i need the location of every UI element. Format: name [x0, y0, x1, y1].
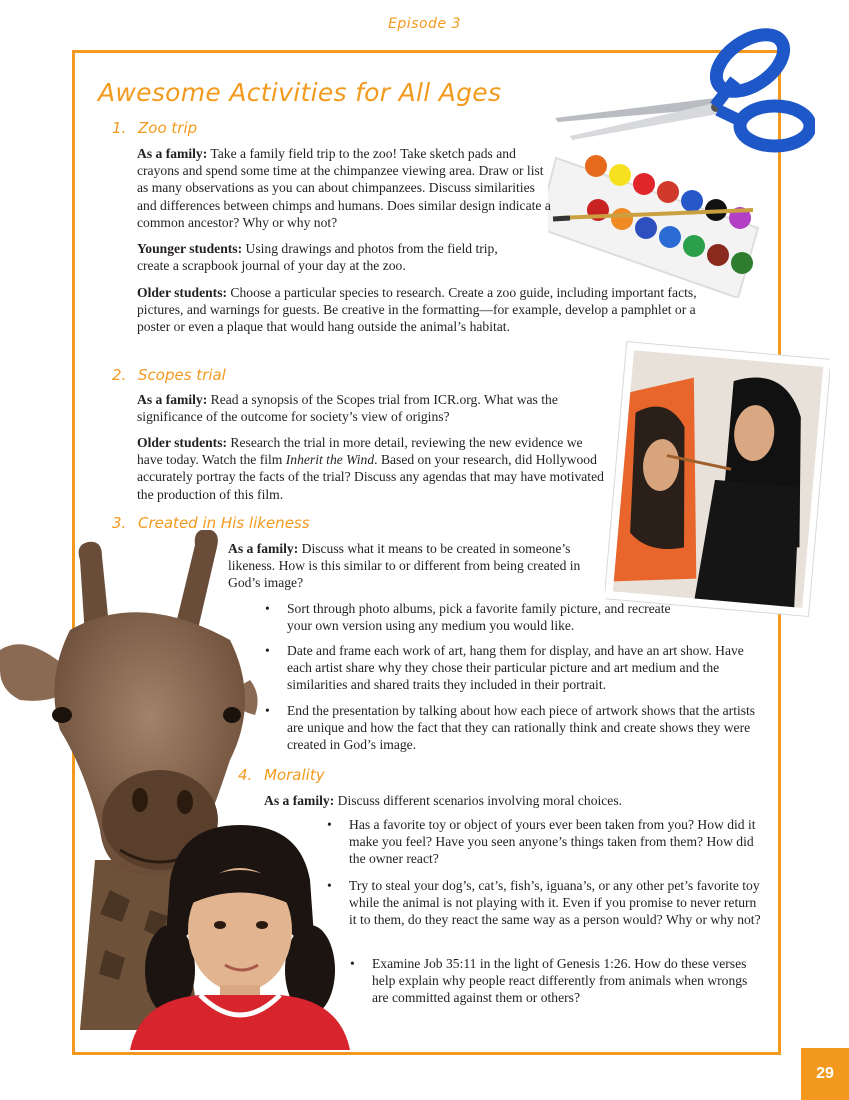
- section-1-younger-paragraph: Younger students: Using drawings and photos from the field trip, create a scrapbook journal of your day at the zoo.: [137, 241, 498, 274]
- section-2-heading: 2. Scopes trial: [112, 366, 226, 384]
- section-3-bullet-2: • Date and frame each work of art, hang them for display, and have an art show. Have each artist share why they chose their particular picture and art medium and the similarities and shared traits they included in their portrait.: [287, 642, 772, 694]
- page-number: 29: [801, 1048, 849, 1100]
- section-1-older-paragraph: Older students: Choose a particular species to research. Create a zoo guide, including important facts, pictures, and warnings for guests. Be creative in the formatting—for example, develop a pamphlet or a poster or even a plaque that would hang outside the animal’s habitat.: [137, 285, 697, 335]
- scissors-image: [550, 18, 815, 153]
- section-3-heading: 3. Created in His likeness: [112, 514, 310, 532]
- section-4-subbullet-1: • Examine Job 35:11 in the light of Genesis 1:26. How do these verses help explain why people react differently from animals when wrongs are committed against them or others?: [372, 955, 752, 1007]
- section-1-heading: 1. Zoo trip: [112, 119, 198, 137]
- section-2-family-paragraph: As a family: Read a synopsis of the Scopes trial from ICR.org. What was the significance of the outcome for society’s view of origins?: [137, 392, 558, 425]
- episode-label: Episode 3: [388, 16, 461, 32]
- section-4-bullet-1: • Has a favorite toy or object of yours ever been taken from you? How did it make you feel? Have you seen anyone’s things taken from them? How did the owner react?: [349, 816, 767, 868]
- section-3-bullet-3: • End the presentation by talking about how each piece of artwork shows that the artists are unique and how the fact that they can rationally think and create shows they were created in God’s image.: [287, 702, 772, 754]
- section-1-family-paragraph: As a family: Take a family field trip to the zoo! Take sketch pads and crayons and spend some time at the chimpanzee viewing area. Draw or list as many observations as you can about chimpanzees. Discuss similarities and differences between chimps and humans. Does similar design indicate a common ancestor? Why or why not?: [137, 146, 551, 230]
- section-3-family-paragraph: As a family: Discuss what it means to be created in someone’s likeness. How is this similar to or different from being created in God’s image?: [228, 541, 581, 591]
- paint-set-image: [548, 148, 768, 298]
- section-2-older-paragraph: Older students: Research the trial in more detail, reviewing the new evidence we have today. Watch the film Inherit the Wind. Based on your research, did Hollywood accurately portray the facts of the trial? Discuss any agendas that may have motivated the production of this film.: [137, 435, 604, 502]
- section-4-heading: 4. Morality: [238, 766, 325, 784]
- section-4-family-paragraph: As a family: Discuss different scenarios involving moral choices.: [264, 793, 623, 808]
- girl-image: [100, 820, 370, 1050]
- section-4-bullet-2: • Try to steal your dog’s, cat’s, fish’s, iguana’s, or any other pet’s favorite toy while the animal is not playing with it. Even if you promise to never return it to them, do they react the same way as a person would? Why or why not?: [349, 877, 767, 929]
- section-3-bullet-1: • Sort through photo albums, pick a favorite family picture, and recreate your own version using any medium you would like.: [287, 600, 677, 634]
- page-title: Awesome Activities for All Ages: [98, 78, 502, 107]
- artist-photo: [605, 340, 830, 620]
